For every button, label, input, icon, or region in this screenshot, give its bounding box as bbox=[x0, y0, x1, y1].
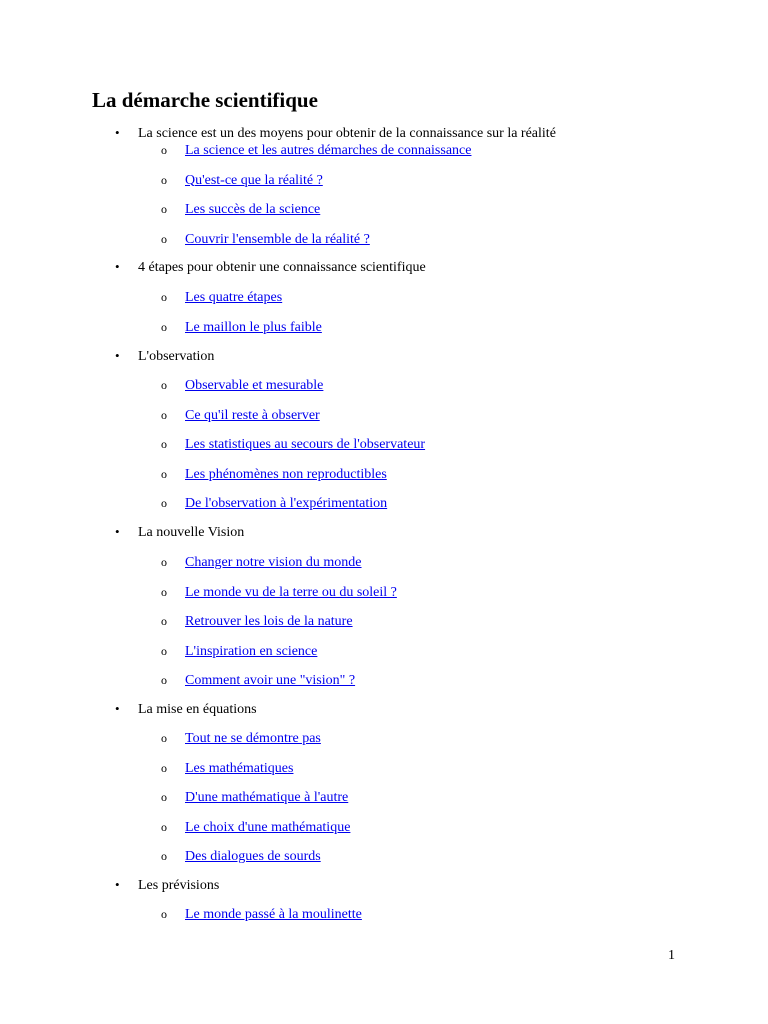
outline-subitem bbox=[161, 406, 320, 424]
outline-link[interactable]: Le maillon le plus faible bbox=[185, 319, 322, 335]
outline-section-text: La nouvelle Vision bbox=[138, 525, 245, 540]
outline-subitem bbox=[161, 583, 397, 601]
outline-link[interactable]: Comment avoir une "vision" ? bbox=[185, 673, 356, 688]
outline-link[interactable]: La science et les autres démarches de connaissance bbox=[185, 143, 472, 158]
outline-link[interactable]: Les statistiques au secours de l'observateur bbox=[185, 437, 426, 452]
outline-section bbox=[115, 876, 219, 894]
outline-subitem bbox=[161, 494, 387, 512]
sub-bullet-marker: o bbox=[161, 143, 167, 157]
sub-bullet-marker: o bbox=[161, 907, 167, 921]
bullet-marker: • bbox=[115, 877, 120, 892]
outline-section bbox=[115, 347, 214, 365]
sub-bullet-marker: o bbox=[161, 319, 167, 334]
sub-bullet-marker: o bbox=[161, 407, 167, 422]
sub-bullet-marker: o bbox=[161, 202, 167, 216]
outline-link[interactable]: De l'observation à l'expérimentation bbox=[185, 496, 388, 511]
sub-bullet-marker: o bbox=[161, 172, 167, 187]
sub-bullet-marker: o bbox=[161, 643, 167, 658]
outline-subitem bbox=[161, 818, 350, 836]
sub-bullet-marker: o bbox=[161, 555, 167, 569]
bullet-marker: • bbox=[115, 259, 120, 274]
outline-link[interactable]: Qu'est-ce que la réalité ? bbox=[185, 172, 323, 188]
outline-section-text: 4 étapes pour obtenir une connaissance scientifique bbox=[138, 260, 426, 275]
outline-subitem bbox=[161, 435, 425, 453]
bullet-marker: • bbox=[115, 125, 120, 140]
outline-subitem bbox=[161, 671, 355, 689]
outline-link[interactable]: Observable et mesurable bbox=[185, 378, 324, 393]
outline-link[interactable]: Des dialogues de sourds bbox=[185, 849, 321, 864]
bullet-marker: • bbox=[115, 348, 120, 363]
outline-subitem bbox=[161, 465, 387, 483]
outline-link[interactable]: Le monde vu de la terre ou du soleil ? bbox=[185, 584, 397, 600]
outline-link[interactable]: Les mathématiques bbox=[185, 760, 294, 776]
outline-link[interactable]: Retrouver les lois de la nature bbox=[185, 614, 353, 629]
outline-subitem bbox=[161, 288, 282, 306]
outline-link[interactable]: Tout ne se démontre pas bbox=[185, 731, 321, 746]
outline-section bbox=[115, 124, 556, 142]
bullet-marker: • bbox=[115, 524, 120, 539]
outline-link[interactable]: Le monde passé à la moulinette bbox=[185, 907, 362, 922]
sub-bullet-marker: o bbox=[161, 760, 167, 775]
outline-section bbox=[115, 700, 257, 718]
sub-bullet-marker: o bbox=[161, 731, 167, 745]
sub-bullet-marker: o bbox=[161, 819, 167, 834]
outline-section bbox=[115, 523, 244, 541]
outline-section-text: L'observation bbox=[138, 349, 215, 364]
outline-link[interactable]: Les succès de la science bbox=[185, 202, 321, 217]
outline-section-text: La science est un des moyens pour obtenir de la connaissance sur la réalité bbox=[138, 126, 556, 141]
outline-section bbox=[115, 258, 426, 276]
outline-link[interactable]: Le choix d'une mathématique bbox=[185, 819, 351, 835]
outline-subitem bbox=[161, 230, 370, 248]
sub-bullet-marker: o bbox=[161, 231, 167, 246]
outline-subitem bbox=[161, 141, 471, 159]
outline-link[interactable]: Les phénomènes non reproductibles bbox=[185, 466, 387, 482]
outline-link[interactable]: L'inspiration en science bbox=[185, 643, 318, 659]
sub-bullet-marker: o bbox=[161, 790, 167, 804]
outline-subitem bbox=[161, 729, 321, 747]
document-title: La démarche scientifique bbox=[92, 88, 318, 112]
outline-subitem bbox=[161, 759, 293, 777]
outline-link[interactable]: Changer notre vision du monde bbox=[185, 555, 362, 570]
outline-section-text: La mise en équations bbox=[138, 702, 257, 717]
sub-bullet-marker: o bbox=[161, 673, 167, 687]
outline-subitem bbox=[161, 200, 320, 218]
sub-bullet-marker: o bbox=[161, 584, 167, 599]
outline-link[interactable]: Les quatre étapes bbox=[185, 290, 283, 305]
sub-bullet-marker: o bbox=[161, 437, 167, 451]
outline-subitem bbox=[161, 318, 322, 336]
outline-subitem bbox=[161, 905, 362, 923]
outline-subitem bbox=[161, 847, 321, 865]
sub-bullet-marker: o bbox=[161, 849, 167, 863]
sub-bullet-marker: o bbox=[161, 290, 167, 304]
outline-section-text: Les prévisions bbox=[138, 878, 220, 893]
outline-link[interactable]: Couvrir l'ensemble de la réalité ? bbox=[185, 231, 370, 247]
sub-bullet-marker: o bbox=[161, 496, 167, 510]
outline-link[interactable]: D'une mathématique à l'autre bbox=[185, 790, 349, 805]
outline-subitem bbox=[161, 376, 323, 394]
sub-bullet-marker: o bbox=[161, 614, 167, 628]
outline-link[interactable]: Ce qu'il reste à observer bbox=[185, 407, 320, 423]
sub-bullet-marker: o bbox=[161, 466, 167, 481]
bullet-marker: • bbox=[115, 701, 120, 716]
sub-bullet-marker: o bbox=[161, 378, 167, 392]
outline-subitem bbox=[161, 788, 348, 806]
outline-subitem bbox=[161, 171, 323, 189]
outline-subitem bbox=[161, 642, 317, 660]
page-number: 1 bbox=[668, 948, 675, 963]
outline-subitem bbox=[161, 553, 362, 571]
outline-subitem bbox=[161, 612, 353, 630]
